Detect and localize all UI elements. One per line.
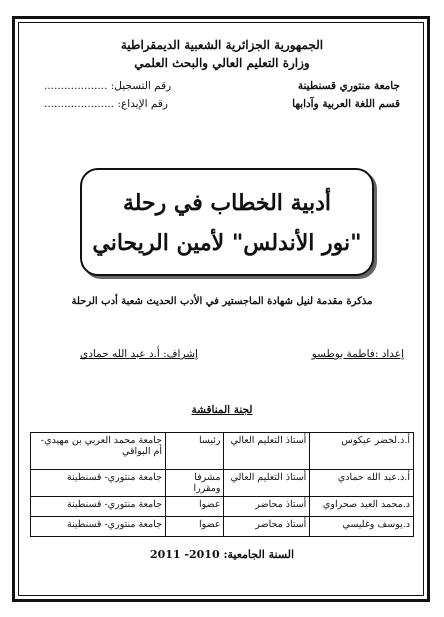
member-university: جامعة منتوري- قسنطينة bbox=[31, 517, 166, 537]
member-role: عضوا bbox=[166, 517, 224, 537]
member-name: أ.د.عبد الله حمادي bbox=[310, 470, 414, 497]
university-name: جامعة منتوري قسنطينة bbox=[297, 80, 400, 92]
table-row bbox=[31, 497, 414, 517]
member-rank: أستاذ التعليم العالي bbox=[224, 433, 310, 470]
member-role: مشرفا ومقررا bbox=[166, 470, 224, 497]
ministry-name: وزارة التعليم العالي والبحث العلمي bbox=[134, 56, 310, 70]
committee-table bbox=[30, 432, 414, 537]
member-role: عضوا bbox=[166, 497, 224, 517]
thesis-title-line-1: أدبية الخطاب في رحلة bbox=[122, 190, 332, 216]
table-row bbox=[31, 470, 414, 497]
table-row bbox=[31, 433, 414, 470]
member-university: جامعة منتوري- قسنطينة bbox=[31, 497, 166, 517]
thesis-title-line-2: "نور الأندلس" لأمين الريحاني bbox=[92, 230, 362, 256]
academic-year: السنة الجامعية: 2010- 2011 bbox=[149, 548, 295, 561]
member-name: د.يوسف وغليسي bbox=[310, 517, 414, 537]
member-role: رئيسا bbox=[166, 433, 224, 470]
supervised-by: إشراف: أ.د عبد الله حمادي bbox=[80, 348, 198, 360]
member-rank: أستاذ محاضر bbox=[224, 497, 310, 517]
department-name: قسم اللغة العربية وآدابها bbox=[292, 98, 400, 110]
deposit-number: رقم الإيداع: ..................... bbox=[44, 98, 168, 110]
republic-name: الجمهورية الجزائرية الشعبية الديمقراطية bbox=[120, 38, 324, 52]
member-rank: أستاذ التعليم العالي bbox=[224, 470, 310, 497]
member-name: أ.د.لخضر عيكوس bbox=[310, 433, 414, 470]
member-university: جامعة محمد العربي بن مهيدي- أم البواقي bbox=[31, 433, 166, 470]
committee-heading: لجنة المناقشة bbox=[191, 404, 253, 416]
member-university: جامعة منتوري- قسنطينة bbox=[31, 470, 166, 497]
registration-number: رقم التسجيل: ................... bbox=[44, 80, 172, 92]
thesis-subtitle: مذكرة مقدمة لنيل شهادة الماجستير في الأدب الحديث شعبة أدب الرحلة bbox=[71, 296, 373, 307]
table-row bbox=[31, 517, 414, 537]
prepared-by: إعداد :فاطمة بوطسو bbox=[311, 348, 404, 360]
member-rank: أستاذ محاضر bbox=[224, 517, 310, 537]
thesis-title-box bbox=[80, 168, 374, 276]
member-name: د.محمد العيد صحراوي bbox=[310, 497, 414, 517]
